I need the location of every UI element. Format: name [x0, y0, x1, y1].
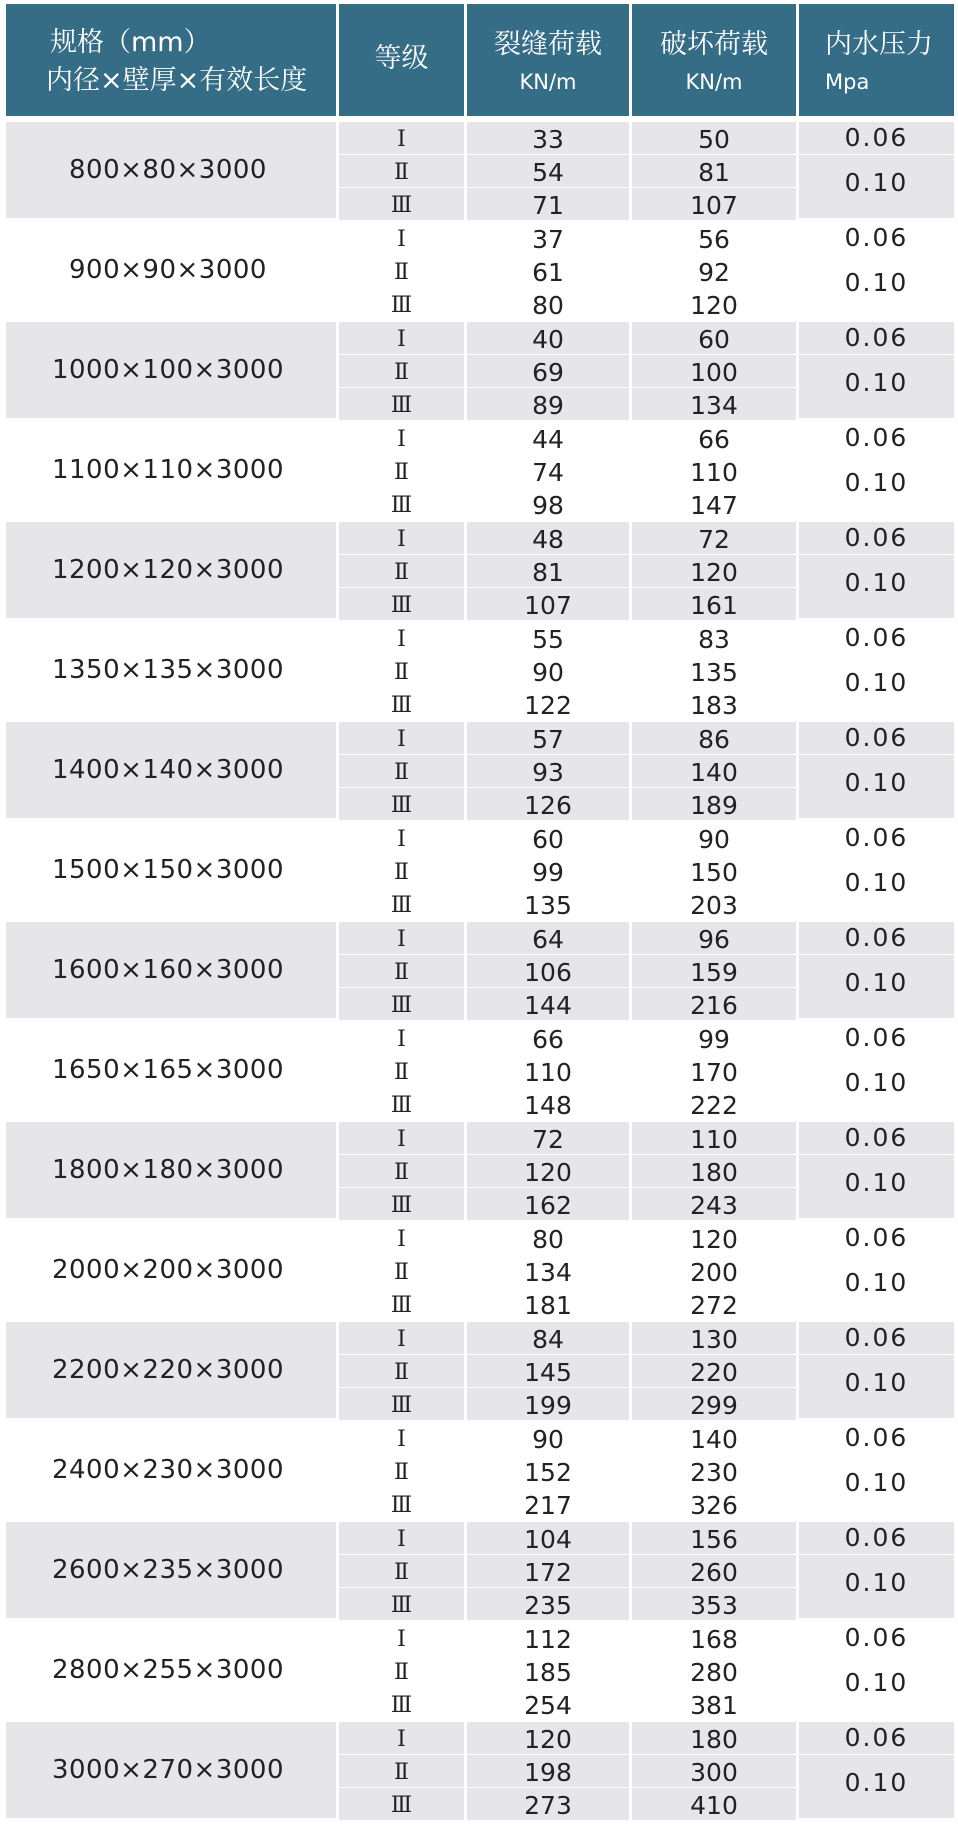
crack-value: 81: [532, 558, 564, 587]
crack-value: 37: [532, 225, 564, 254]
grade-value: Ⅲ: [390, 493, 413, 518]
crack-value: 181: [524, 1291, 572, 1320]
header-pressure-label: 内水压力: [825, 29, 933, 60]
break-value: 300: [690, 1758, 738, 1787]
header-crack-load: [467, 4, 629, 116]
table-row: [0, 1420, 958, 1520]
crack-value: 106: [524, 958, 572, 987]
pressure-value: 0.06: [844, 123, 909, 152]
crack-value: 144: [524, 991, 572, 1020]
break-value: 299: [690, 1391, 738, 1420]
spec-label: 3000×270×3000: [51, 1755, 285, 1785]
crack-value: 198: [524, 1758, 572, 1787]
break-value: 170: [690, 1058, 738, 1087]
pressure-value: 0.06: [844, 1523, 909, 1552]
spec-label: 2400×230×3000: [51, 1455, 285, 1485]
break-value: 130: [690, 1325, 738, 1354]
break-value: 203: [690, 891, 738, 920]
spec-label: 1800×180×3000: [51, 1155, 285, 1185]
crack-value: 89: [532, 391, 564, 420]
table-row: [0, 820, 958, 920]
break-value: 168: [690, 1625, 738, 1654]
grade-value: Ⅰ: [397, 827, 406, 852]
pressure-value: 0.06: [844, 1423, 909, 1452]
pressure-value: 0.10: [844, 568, 909, 597]
table-row: [0, 420, 958, 520]
table-row: [0, 1620, 958, 1720]
crack-value: 110: [524, 1058, 572, 1087]
break-value: 96: [698, 925, 730, 954]
break-value: 326: [690, 1491, 738, 1520]
crack-value: 44: [532, 425, 564, 454]
pressure-value: 0.06: [844, 1123, 909, 1152]
header-spec-line1: 规格（mm）: [50, 27, 211, 58]
grade-value: Ⅲ: [390, 1693, 413, 1718]
grade-value: Ⅰ: [397, 427, 406, 452]
break-value: 147: [690, 491, 738, 520]
spec-label: 1000×100×3000: [51, 355, 285, 385]
crack-value: 120: [524, 1725, 572, 1754]
break-value: 120: [690, 1225, 738, 1254]
pressure-value: 0.10: [844, 768, 909, 797]
grade-value: Ⅲ: [390, 1093, 413, 1118]
pressure-value: 0.06: [844, 1223, 909, 1252]
grade-value: Ⅲ: [390, 1593, 413, 1618]
grade-value: Ⅰ: [397, 627, 406, 652]
pressure-value: 0.10: [844, 468, 909, 497]
grade-value: Ⅲ: [390, 1793, 413, 1818]
table-row: [0, 920, 958, 1020]
break-value: 200: [690, 1258, 738, 1287]
crack-value: 273: [524, 1791, 572, 1820]
crack-value: 69: [532, 358, 564, 387]
pressure-value: 0.06: [844, 223, 909, 252]
pressure-value: 0.06: [844, 923, 909, 952]
pressure-value: 0.06: [844, 523, 909, 552]
crack-value: 80: [532, 1225, 564, 1254]
grade-value: Ⅰ: [397, 727, 406, 752]
spec-label: 800×80×3000: [69, 155, 267, 185]
crack-value: 145: [524, 1358, 572, 1387]
table-row: [0, 1120, 958, 1220]
spec-label: 1100×110×3000: [51, 455, 285, 485]
pressure-value: 0.06: [844, 823, 909, 852]
break-value: 189: [690, 791, 738, 820]
pressure-value: 0.06: [844, 423, 909, 452]
table-row: [0, 1220, 958, 1320]
pressure-value: 0.06: [844, 1623, 909, 1652]
crack-value: 199: [524, 1391, 572, 1420]
crack-value: 40: [532, 325, 564, 354]
pressure-value: 0.10: [844, 868, 909, 897]
table-row: [0, 1720, 958, 1820]
crack-value: 90: [532, 1425, 564, 1454]
grade-value: Ⅰ: [397, 1727, 406, 1752]
crack-value: 74: [532, 458, 564, 487]
break-value: 110: [690, 458, 738, 487]
grade-value: Ⅰ: [397, 1627, 406, 1652]
grade-value: Ⅰ: [397, 1327, 406, 1352]
break-value: 230: [690, 1458, 738, 1487]
break-value: 110: [690, 1125, 738, 1154]
grade-value: Ⅲ: [390, 293, 413, 318]
table-row: [0, 720, 958, 820]
table-row: [0, 520, 958, 620]
grade-value: Ⅲ: [390, 1193, 413, 1218]
spec-label: 1650×165×3000: [51, 1055, 285, 1085]
spec-label: 2800×255×3000: [51, 1655, 285, 1685]
header-break-load-label: 破坏荷载: [660, 29, 768, 60]
spec-label: 900×90×3000: [69, 255, 267, 285]
crack-value: 126: [524, 791, 572, 820]
pressure-value: 0.10: [844, 968, 909, 997]
table-row: [0, 1020, 958, 1120]
break-value: 140: [690, 758, 738, 787]
crack-value: 84: [532, 1325, 564, 1354]
grade-value: Ⅰ: [397, 1427, 406, 1452]
break-value: 222: [690, 1091, 738, 1120]
grade-value: Ⅱ: [394, 460, 409, 485]
spec-label: 2200×220×3000: [51, 1355, 285, 1385]
header-pressure-unit: Mpa: [825, 70, 870, 94]
spec-label: 1200×120×3000: [51, 555, 285, 585]
grade-value: Ⅱ: [394, 560, 409, 585]
spec-label: 1400×140×3000: [51, 755, 285, 785]
crack-value: 71: [532, 191, 564, 220]
crack-value: 112: [524, 1625, 572, 1654]
break-value: 243: [690, 1191, 738, 1220]
grade-value: Ⅱ: [394, 960, 409, 985]
grade-value: Ⅰ: [397, 1527, 406, 1552]
break-value: 100: [690, 358, 738, 387]
break-value: 50: [698, 125, 730, 154]
pressure-value: 0.10: [844, 668, 909, 697]
header-pressure: [799, 4, 954, 116]
grade-value: Ⅲ: [390, 793, 413, 818]
crack-value: 172: [524, 1558, 572, 1587]
pressure-value: 0.10: [844, 1168, 909, 1197]
break-value: 272: [690, 1291, 738, 1320]
header-spec: [6, 4, 336, 116]
break-value: 381: [690, 1691, 738, 1720]
crack-value: 33: [532, 125, 564, 154]
grade-value: Ⅰ: [397, 927, 406, 952]
grade-value: Ⅱ: [394, 1260, 409, 1285]
break-value: 183: [690, 691, 738, 720]
grade-value: Ⅰ: [397, 127, 406, 152]
grade-value: Ⅱ: [394, 160, 409, 185]
grade-value: Ⅲ: [390, 1293, 413, 1318]
header-break-load-unit: KN/m: [685, 70, 743, 94]
break-value: 99: [698, 1025, 730, 1054]
table-row: [0, 320, 958, 420]
break-value: 56: [698, 225, 730, 254]
break-value: 60: [698, 325, 730, 354]
pressure-value: 0.10: [844, 1568, 909, 1597]
break-value: 83: [698, 625, 730, 654]
pressure-value: 0.10: [844, 268, 909, 297]
grade-value: Ⅰ: [397, 1127, 406, 1152]
crack-value: 134: [524, 1258, 572, 1287]
grade-value: Ⅱ: [394, 1360, 409, 1385]
crack-value: 122: [524, 691, 572, 720]
grade-value: Ⅱ: [394, 1560, 409, 1585]
crack-value: 48: [532, 525, 564, 554]
crack-value: 93: [532, 758, 564, 787]
pressure-value: 0.10: [844, 1268, 909, 1297]
break-value: 156: [690, 1525, 738, 1554]
crack-value: 64: [532, 925, 564, 954]
crack-value: 217: [524, 1491, 572, 1520]
grade-value: Ⅲ: [390, 1393, 413, 1418]
break-value: 120: [690, 291, 738, 320]
crack-value: 104: [524, 1525, 572, 1554]
grade-value: Ⅰ: [397, 527, 406, 552]
pressure-value: 0.10: [844, 168, 909, 197]
crack-value: 185: [524, 1658, 572, 1687]
break-value: 216: [690, 991, 738, 1020]
break-value: 220: [690, 1358, 738, 1387]
pressure-value: 0.10: [844, 1368, 909, 1397]
grade-value: Ⅰ: [397, 327, 406, 352]
header-spec-line2: 内径×壁厚×有效长度: [46, 65, 308, 96]
break-value: 90: [698, 825, 730, 854]
pressure-value: 0.06: [844, 623, 909, 652]
grade-value: Ⅰ: [397, 1027, 406, 1052]
grade-value: Ⅲ: [390, 693, 413, 718]
table-row: [0, 1520, 958, 1620]
grade-value: Ⅰ: [397, 1227, 406, 1252]
spec-label: 1350×135×3000: [51, 655, 285, 685]
grade-value: Ⅱ: [394, 1160, 409, 1185]
header-break-load: [632, 4, 796, 116]
grade-value: Ⅱ: [394, 760, 409, 785]
break-value: 161: [690, 591, 738, 620]
pressure-value: 0.10: [844, 1768, 909, 1797]
pressure-value: 0.06: [844, 1723, 909, 1752]
spec-label: 1500×150×3000: [51, 855, 285, 885]
break-value: 135: [690, 658, 738, 687]
header-crack-load-unit: KN/m: [519, 70, 577, 94]
break-value: 107: [690, 191, 738, 220]
grade-value: Ⅰ: [397, 227, 406, 252]
crack-value: 162: [524, 1191, 572, 1220]
pressure-value: 0.10: [844, 368, 909, 397]
grade-value: Ⅱ: [394, 660, 409, 685]
break-value: 353: [690, 1591, 738, 1620]
pressure-value: 0.06: [844, 723, 909, 752]
break-value: 120: [690, 558, 738, 587]
pressure-value: 0.06: [844, 1323, 909, 1352]
crack-value: 55: [532, 625, 564, 654]
header-grade: [339, 4, 464, 116]
crack-value: 254: [524, 1691, 572, 1720]
grade-value: Ⅲ: [390, 393, 413, 418]
crack-value: 148: [524, 1091, 572, 1120]
grade-value: Ⅱ: [394, 260, 409, 285]
break-value: 150: [690, 858, 738, 887]
crack-value: 99: [532, 858, 564, 887]
crack-value: 61: [532, 258, 564, 287]
crack-value: 235: [524, 1591, 572, 1620]
grade-value: Ⅱ: [394, 360, 409, 385]
crack-value: 57: [532, 725, 564, 754]
break-value: 72: [698, 525, 730, 554]
crack-value: 90: [532, 658, 564, 687]
table-row: [0, 1320, 958, 1420]
crack-value: 80: [532, 291, 564, 320]
spec-label: 2600×235×3000: [51, 1555, 285, 1585]
grade-value: Ⅲ: [390, 893, 413, 918]
grade-value: Ⅱ: [394, 1760, 409, 1785]
crack-value: 60: [532, 825, 564, 854]
break-value: 180: [690, 1158, 738, 1187]
break-value: 159: [690, 958, 738, 987]
pressure-value: 0.10: [844, 1468, 909, 1497]
header-grade-label: 等级: [374, 43, 429, 74]
break-value: 180: [690, 1725, 738, 1754]
grade-value: Ⅱ: [394, 860, 409, 885]
crack-value: 152: [524, 1458, 572, 1487]
pressure-value: 0.06: [844, 323, 909, 352]
pressure-value: 0.10: [844, 1068, 909, 1097]
header-crack-load-label: 裂缝荷载: [494, 29, 602, 60]
grade-value: Ⅱ: [394, 1060, 409, 1085]
break-value: 260: [690, 1558, 738, 1587]
crack-value: 98: [532, 491, 564, 520]
spec-label: 2000×200×3000: [51, 1255, 285, 1285]
break-value: 140: [690, 1425, 738, 1454]
pressure-value: 0.10: [844, 1668, 909, 1697]
crack-value: 120: [524, 1158, 572, 1187]
crack-value: 107: [524, 591, 572, 620]
grade-value: Ⅲ: [390, 193, 413, 218]
grade-value: Ⅱ: [394, 1660, 409, 1685]
break-value: 92: [698, 258, 730, 287]
grade-value: Ⅱ: [394, 1460, 409, 1485]
grade-value: Ⅲ: [390, 993, 413, 1018]
crack-value: 66: [532, 1025, 564, 1054]
crack-value: 54: [532, 158, 564, 187]
table-row: [0, 220, 958, 320]
table-row: [0, 120, 958, 220]
table-row: [0, 620, 958, 720]
break-value: 280: [690, 1658, 738, 1687]
break-value: 66: [698, 425, 730, 454]
break-value: 81: [698, 158, 730, 187]
pressure-value: 0.06: [844, 1023, 909, 1052]
break-value: 86: [698, 725, 730, 754]
grade-value: Ⅲ: [390, 1493, 413, 1518]
break-value: 134: [690, 391, 738, 420]
grade-value: Ⅲ: [390, 593, 413, 618]
crack-value: 72: [532, 1125, 564, 1154]
crack-value: 135: [524, 891, 572, 920]
break-value: 410: [690, 1791, 738, 1820]
spec-label: 1600×160×3000: [51, 955, 285, 985]
